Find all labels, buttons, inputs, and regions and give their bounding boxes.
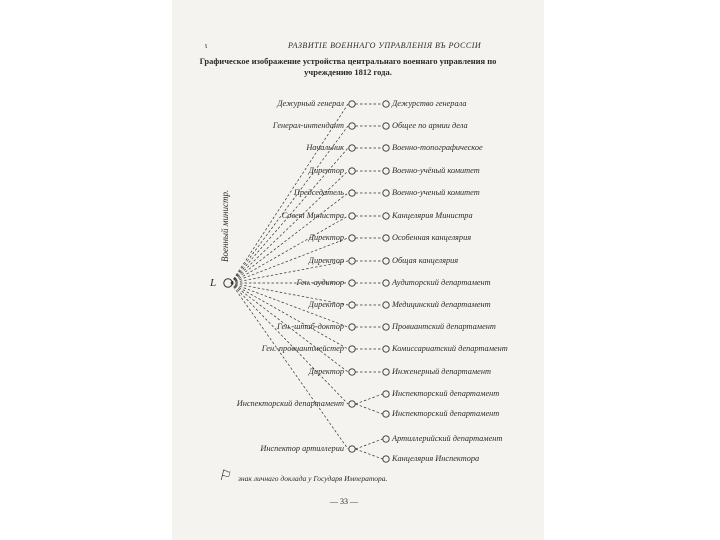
footnote-flag-icon: ⚐ xyxy=(218,469,231,484)
top-page-marker: ɩ xyxy=(205,41,208,50)
left-node-label: Директор xyxy=(308,299,344,309)
left-node-label: Инспектор артиллерии xyxy=(260,443,344,453)
right-node-label: Инспекторский департамент xyxy=(392,408,500,418)
right-node xyxy=(383,411,389,417)
left-node xyxy=(349,302,355,308)
left-node xyxy=(349,346,355,352)
root-node xyxy=(224,279,232,287)
right-node-label: Аудиторский департамент xyxy=(392,277,491,287)
left-node-label: Директор xyxy=(308,366,344,376)
left-node-label: Инспекторский департамент xyxy=(236,398,344,408)
left-node-label: Директор xyxy=(308,255,344,265)
right-node-label: Канцелярия Инспектора xyxy=(392,453,480,463)
right-node-label: Провиантский департамент xyxy=(392,321,496,331)
right-node-label: Дежурство генерала xyxy=(392,98,467,108)
right-node-label: Артиллерийский департамент xyxy=(392,433,503,443)
left-node-label: Директор xyxy=(308,165,344,175)
vertical-label: Военный министр. xyxy=(220,189,230,262)
left-node-label: Дежурный генерал xyxy=(277,98,344,108)
right-node-label: Военно-ученый комитет xyxy=(392,187,480,197)
left-node-label: Начальник xyxy=(306,142,344,152)
branch-edge xyxy=(356,439,383,449)
right-node-label: Инженерный департамент xyxy=(392,366,491,376)
left-node xyxy=(349,446,355,452)
left-node xyxy=(349,235,355,241)
right-node xyxy=(383,369,389,375)
right-node-label: Общее по армии дела xyxy=(392,120,468,130)
left-node xyxy=(349,101,355,107)
right-node-label: Военно-учёный комитет xyxy=(392,165,480,175)
right-node xyxy=(383,123,389,129)
root-edge xyxy=(231,216,348,283)
running-header: РАЗВИТІЕ ВОЕННАГО УПРАВЛЕНІЯ ВЪ РОССІИ xyxy=(288,41,482,50)
page-number: — 33 — xyxy=(330,497,358,506)
right-node xyxy=(383,101,389,107)
left-node xyxy=(349,258,355,264)
right-node-label: Особенная канцелярия xyxy=(392,232,472,242)
branch-edge xyxy=(356,449,383,459)
left-node xyxy=(349,369,355,375)
right-node xyxy=(383,324,389,330)
left-node-label: Председатель xyxy=(293,187,344,197)
right-node-label: Медицинский департамент xyxy=(392,299,491,309)
left-node-label: Генерал-интендант xyxy=(272,120,344,130)
left-node xyxy=(349,213,355,219)
right-node-label: Инспекторский департамент xyxy=(392,388,500,398)
left-node xyxy=(349,280,355,286)
right-node xyxy=(383,145,389,151)
left-node xyxy=(349,168,355,174)
left-node-label: Ген.-штаб-доктор xyxy=(277,321,344,331)
left-node-label: Директор xyxy=(308,232,344,242)
right-node-label: Канцелярия Министра xyxy=(392,210,473,220)
right-node xyxy=(383,302,389,308)
right-node xyxy=(383,190,389,196)
right-node xyxy=(383,258,389,264)
left-node-label: Совет Министра xyxy=(281,210,344,220)
left-node xyxy=(349,190,355,196)
right-node xyxy=(383,456,389,462)
right-node-label: Общая канцелярия xyxy=(392,255,459,265)
right-node xyxy=(383,168,389,174)
left-node xyxy=(349,324,355,330)
right-node xyxy=(383,280,389,286)
root-marker: L xyxy=(210,277,217,289)
right-node xyxy=(383,346,389,352)
page-title: Графическое изображение устройства центральнаго военнаго управления по учреждению 1812 года. xyxy=(199,56,497,77)
right-node xyxy=(383,391,389,397)
left-node-label: Ген.-провиантмейстер xyxy=(261,343,344,353)
left-node xyxy=(349,145,355,151)
right-node-label: Комиссариатский департамент xyxy=(392,343,508,353)
right-node xyxy=(383,213,389,219)
footnote: знак личнаго доклада у Государя Императора. xyxy=(238,474,388,483)
left-node xyxy=(349,401,355,407)
left-node-label: Ген.-аудитор xyxy=(296,277,344,287)
root-edge xyxy=(231,283,348,349)
left-node xyxy=(349,123,355,129)
right-node xyxy=(383,436,389,442)
branch-edge xyxy=(356,394,383,404)
branch-edge xyxy=(356,404,383,414)
right-node-label: Военно-топографическое xyxy=(392,142,483,152)
right-node xyxy=(383,235,389,241)
